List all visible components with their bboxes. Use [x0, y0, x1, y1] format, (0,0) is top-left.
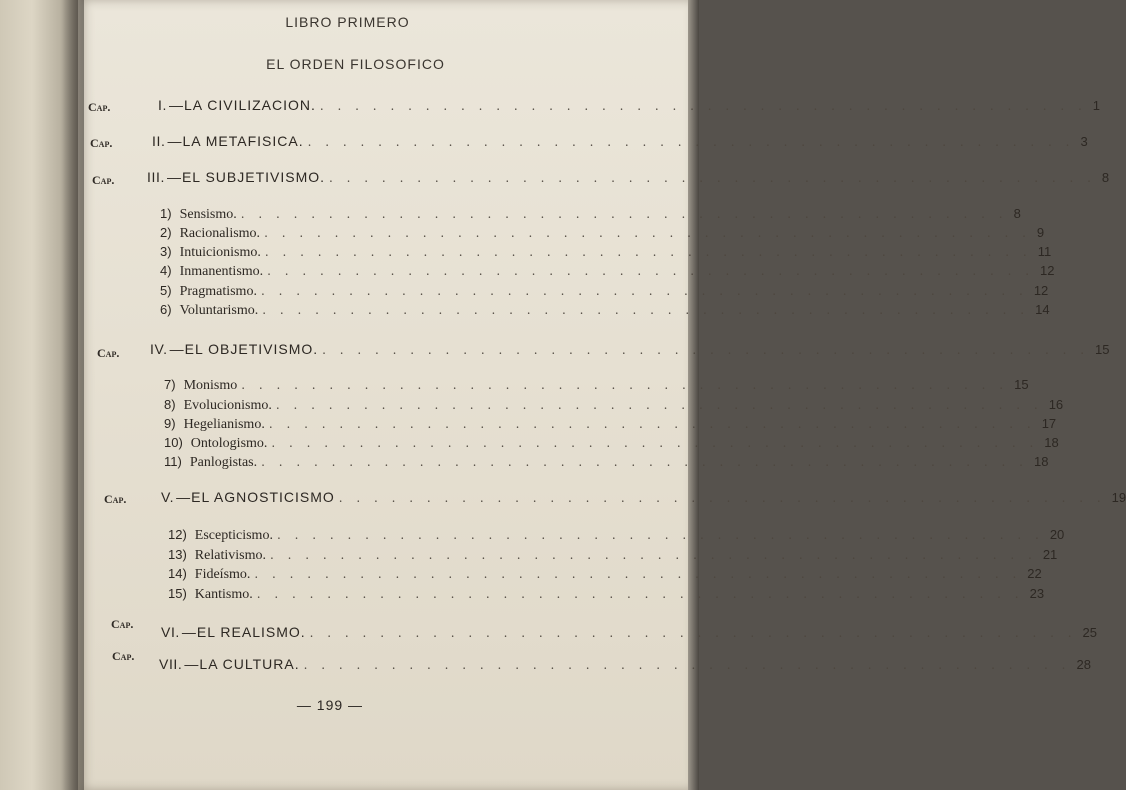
page-number: 17	[1041, 416, 1057, 431]
cap-label: Cap.	[92, 173, 115, 187]
chapter-title: —EL OBJETIVISMO.	[169, 341, 319, 357]
section-number: 11)	[164, 454, 182, 469]
cap-label: Cap.	[97, 346, 120, 360]
section-title: Sensismo.	[179, 207, 237, 222]
toc-chapter-row	[161, 624, 1097, 640]
page-number: 12	[1040, 263, 1055, 278]
dot-leader: . . . . . . . . . . . . . . . . . . . . . . . . . . . . . . . . . . . . . . . . . . . .	[267, 264, 1035, 278]
page-number: 28	[1076, 657, 1091, 672]
dot-leader: . . . . . . . . . . . . . . . . . . . . . . . . . . . . . . . . . . . . . . . . . . . .	[271, 436, 1039, 450]
page-number: 23	[1029, 586, 1045, 601]
page-number: 3	[1080, 134, 1088, 149]
dot-leader: . . . . . . . . . . . . . . . . . . . . . . . . . . . . . . . . . . . . . . . . . . . .	[241, 378, 1009, 392]
chapter-title: —EL SUBJETIVISMO.	[166, 169, 326, 185]
page-number: 15	[1014, 377, 1029, 392]
chapter-number: IV.	[150, 341, 168, 357]
page-number: 11	[1037, 244, 1052, 259]
page-number: 15	[1095, 342, 1110, 357]
section-title: Ontologismo.	[190, 436, 268, 451]
toc-chapter-row	[147, 169, 1110, 185]
page-number: 21	[1042, 547, 1058, 562]
toc-section-row	[164, 416, 1057, 433]
section-number: 13)	[168, 547, 187, 562]
section-title: Fideísmo.	[194, 567, 251, 582]
section-heading: EL ORDEN FILOSOFICO	[266, 56, 445, 72]
gutter-shadow	[62, 0, 84, 790]
section-number: 9)	[164, 416, 176, 431]
section-title: Escepticismo.	[194, 528, 273, 543]
chapter-title: —LA METAFISICA.	[167, 133, 304, 149]
section-title: Hegelianismo.	[183, 417, 265, 432]
section-title: Voluntarismo.	[179, 303, 259, 318]
cap-label: Cap.	[90, 136, 113, 150]
chapter-number: I.	[158, 97, 167, 113]
section-title: Racionalismo.	[179, 226, 261, 241]
page-number: 9	[1036, 225, 1045, 240]
toc-section-row	[164, 454, 1049, 471]
section-number: 12)	[168, 527, 187, 542]
toc-chapter-row	[161, 489, 1126, 505]
section-number: 5)	[160, 283, 172, 298]
toc-section-row	[160, 283, 1049, 300]
cap-label: Cap.	[88, 100, 111, 114]
section-number: 6)	[160, 302, 172, 317]
page-number: 14	[1035, 302, 1050, 317]
book-heading: LIBRO PRIMERO	[285, 14, 410, 30]
chapter-number: II.	[152, 133, 166, 149]
cap-label: Cap.	[104, 492, 127, 506]
dot-leader: . . . . . . . . . . . . . . . . . . . . . . . . . . . . . . . . . . . . . . . . . . . .	[329, 171, 1096, 185]
page-number: 18	[1044, 435, 1059, 450]
toc-section-row	[160, 302, 1050, 319]
dot-leader: . . . . . . . . . . . . . . . . . . . . . . . . . . . . . . . . . . . . . . . . . . . .	[269, 548, 1037, 562]
toc-section-row	[168, 547, 1058, 564]
section-title: Relativismo.	[194, 548, 266, 563]
chapter-number: V.	[161, 489, 175, 505]
toc-section-row	[160, 263, 1055, 280]
toc-section-row	[164, 397, 1064, 414]
dot-leader: . . . . . . . . . . . . . . . . . . . . . . . . . . . . . . . . . . . . . . . . . . . .	[319, 99, 1087, 113]
toc-chapter-row	[150, 341, 1110, 357]
page-number: 19	[1111, 490, 1126, 505]
dot-leader: . . . . . . . . . . . . . . . . . . . . . . . . . . . . . . . . . . . . . . . . . . . .	[260, 284, 1028, 298]
toc-section-row	[160, 206, 1021, 223]
chapter-title: —LA CIVILIZACION.	[168, 97, 316, 113]
page-number: 22	[1027, 566, 1042, 581]
page-number: 8	[1101, 170, 1110, 185]
dot-leader: . . . . . . . . . . . . . . . . . . . . . . . . . . . . . . . . . . . . . . . . . . . .	[276, 528, 1044, 542]
dot-leader: . . . . . . . . . . . . . . . . . . . . . . . . . . . . . . . . . . . . . . . . . . . .	[256, 587, 1024, 601]
toc-chapter-row	[159, 656, 1091, 672]
page-number: 16	[1048, 397, 1064, 412]
dot-leader: . . . . . . . . . . . . . . . . . . . . . . . . . . . . . . . . . . . . . . . . . . . .	[275, 398, 1043, 412]
cap-label: Cap.	[111, 617, 134, 631]
dot-leader: . . . . . . . . . . . . . . . . . . . . . . . . . . . . . . . . . . . . . . . . . . . .	[262, 303, 1030, 317]
section-title: Evolucionismo.	[183, 398, 272, 413]
dot-leader: . . . . . . . . . . . . . . . . . . . . . . . . . . . . . . . . . . . . . . . . . . . .	[261, 455, 1028, 469]
dot-leader: . . . . . . . . . . . . . . . . . . . . . . . . . . . . . . . . . . . . . . . . . . . .	[303, 658, 1071, 672]
toc-section-row	[168, 586, 1045, 603]
dot-leader: . . . . . . . . . . . . . . . . . . . . . . . . . . . . . . . . . . . . . . . . . . . .	[309, 626, 1077, 640]
dot-leader: . . . . . . . . . . . . . . . . . . . . . . . . . . . . . . . . . . . . . . . . . . . .	[264, 245, 1032, 259]
page-number: 25	[1082, 625, 1097, 640]
toc-section-row	[168, 566, 1042, 583]
section-number: 4)	[160, 263, 172, 278]
section-title: Intuicionismo.	[179, 245, 261, 260]
page-number: 1	[1092, 98, 1101, 113]
chapter-title: —LA CULTURA.	[184, 656, 300, 672]
section-title: Kantismo.	[194, 587, 253, 602]
section-number: 2)	[160, 225, 172, 240]
page-number: 12	[1033, 283, 1049, 298]
section-number: 1)	[160, 206, 172, 221]
dot-leader: . . . . . . . . . . . . . . . . . . . . . . . . . . . . . . . . . . . . . . . . . . . .	[338, 491, 1106, 505]
dot-leader: . . . . . . . . . . . . . . . . . . . . . . . . . . . . . . . . . . . . . . . . . . . .	[264, 226, 1031, 240]
chapter-number: III.	[147, 169, 165, 185]
cap-label: Cap.	[112, 649, 135, 663]
section-title: Pragmatismo.	[179, 284, 257, 299]
section-number: 8)	[164, 397, 176, 412]
dot-leader: . . . . . . . . . . . . . . . . . . . . . . . . . . . . . . . . . . . . . . . . . . . .	[240, 207, 1008, 221]
section-title: Panlogistas.	[189, 455, 258, 470]
toc-section-row	[164, 435, 1059, 452]
toc-section-row	[160, 225, 1045, 242]
chapter-title: —EL REALISMO.	[181, 624, 306, 640]
section-number: 7)	[164, 377, 176, 392]
chapter-number: VI.	[161, 624, 180, 640]
toc-section-row	[164, 377, 1029, 394]
dot-leader: . . . . . . . . . . . . . . . . . . . . . . . . . . . . . . . . . . . . . . . . . . . .	[322, 343, 1090, 357]
section-number: 3)	[160, 244, 172, 259]
dot-leader: . . . . . . . . . . . . . . . . . . . . . . . . . . . . . . . . . . . . . . . . . . . .	[307, 135, 1075, 149]
section-number: 15)	[168, 586, 187, 601]
page-number: 20	[1049, 527, 1065, 542]
page-folio: — 199 —	[296, 697, 364, 713]
section-title: Monismo	[183, 378, 238, 393]
section-number: 14)	[168, 566, 187, 581]
toc-chapter-row	[152, 133, 1088, 149]
page-number: 18	[1033, 454, 1049, 469]
toc-section-row	[160, 244, 1052, 261]
chapter-title: —EL AGNOSTICISMO	[176, 489, 335, 505]
dot-leader: . . . . . . . . . . . . . . . . . . . . . . . . . . . . . . . . . . . . . . . . . . . .	[268, 417, 1036, 431]
dot-leader: . . . . . . . . . . . . . . . . . . . . . . . . . . . . . . . . . . . . . . . . . . . .	[254, 567, 1022, 581]
chapter-number: VII.	[159, 656, 183, 672]
toc-section-row	[168, 527, 1065, 544]
section-number: 10)	[164, 435, 183, 450]
page-number: 8	[1013, 206, 1021, 221]
toc-chapter-row	[158, 97, 1101, 113]
section-title: Inmanentismo.	[179, 264, 264, 279]
